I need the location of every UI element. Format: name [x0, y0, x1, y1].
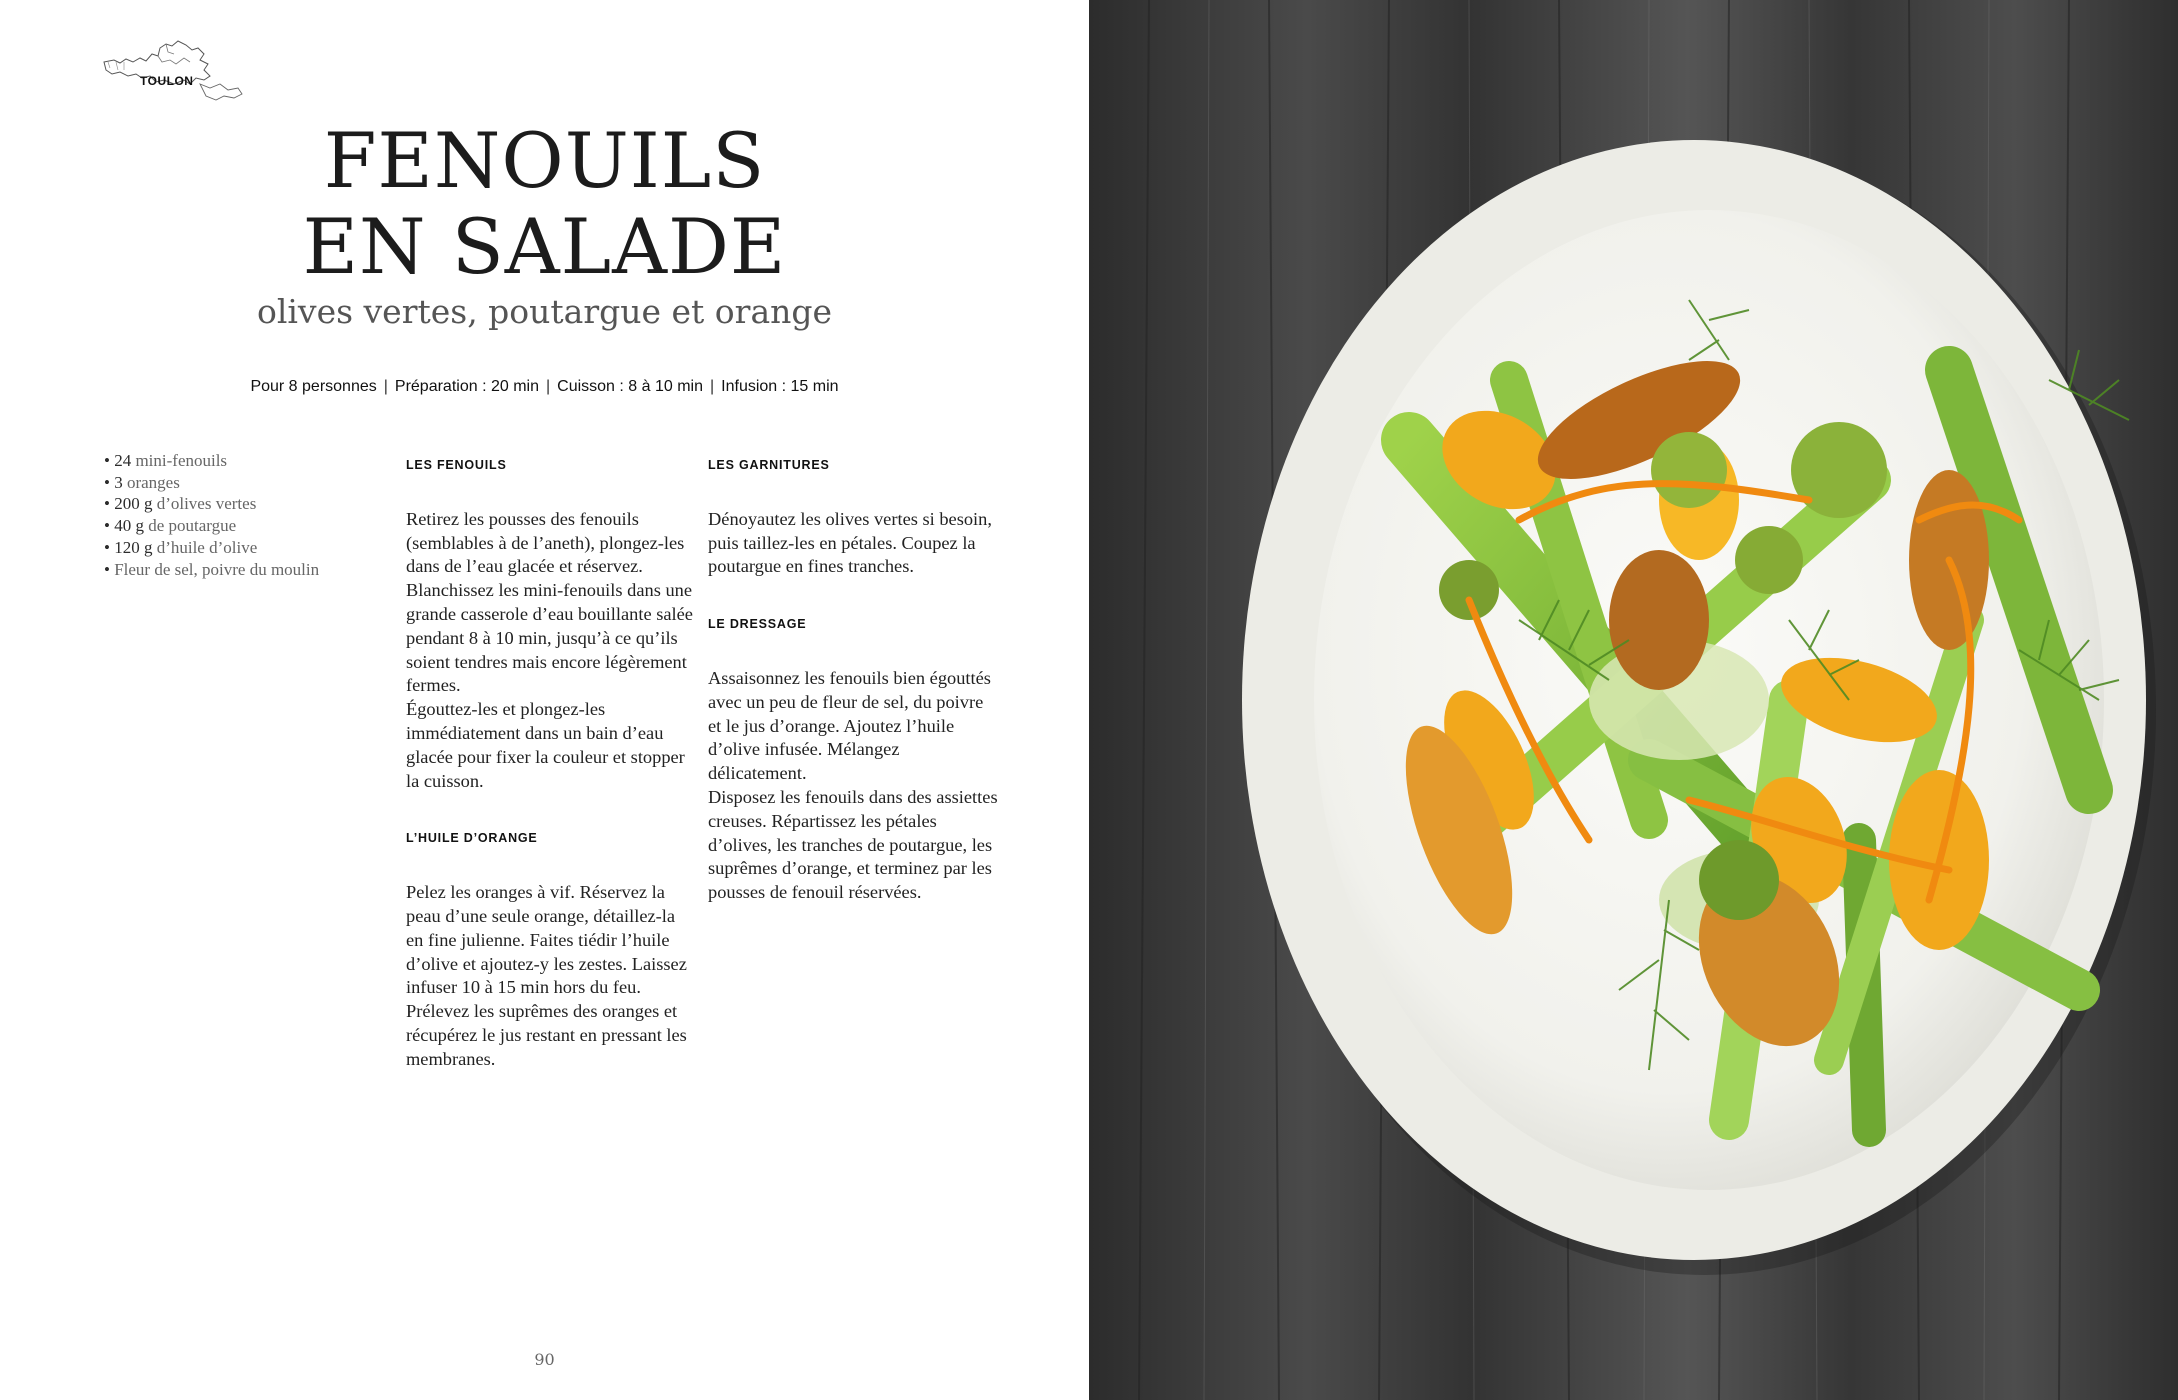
section-title-garnitures: LES GARNITURES — [708, 458, 830, 472]
dish-photo — [1089, 0, 2178, 1400]
ingredient-name: mini-fenouils — [131, 451, 228, 470]
recipe-subtitle: olives vertes, poutargue et orange — [256, 292, 833, 331]
section-body-huile — [406, 881, 696, 1071]
ingredient-qty: • — [104, 559, 110, 579]
prep-time: Préparation : 20 min — [394, 378, 539, 395]
page-number: 90 — [534, 1350, 555, 1369]
section-body-fenouils — [406, 508, 696, 794]
instruction-paragraph: Disposez les fenouils dans des assiettes creuses. Répartissez les pétales d’olives, les tranches de poutargue, les suprêmes d’orange, et terminez par les pousses de fenouil réservées. — [708, 786, 998, 903]
ingredient-name: Fleur de sel, poivre du moulin — [109, 559, 320, 579]
ingredient-item — [104, 493, 364, 515]
recipe-meta — [0, 378, 1089, 396]
section-title-dressage: LE DRESSAGE — [708, 617, 807, 632]
title-line-1: FENOUILS — [323, 116, 766, 205]
ingredient-name: d’huile d’olive — [152, 537, 258, 557]
infusion-time: Infusion : 15 min — [721, 378, 839, 395]
city-map-badge — [100, 32, 245, 108]
ingredient-qty: • 120 g — [104, 537, 153, 557]
dish-photo-page — [1089, 0, 2178, 1400]
section-body-dressage — [708, 667, 998, 905]
city-label: TOULON — [140, 74, 194, 88]
recipe-title-continued — [0, 204, 1089, 290]
instruction-paragraph: Retirez les pousses des fenouils (semblables à de l’aneth), plongez-les dans de l’eau glacée et réservez. Blanchissez les mini-fenouils dans une grande casserole d’eau bouillante salée pendant 8 à 10 min, jusqu’à ce qu’ils soient tendres mais encore légèrement fermes. — [406, 508, 693, 696]
ingredient-name: de poutargue — [143, 516, 237, 536]
ingredient-item — [104, 515, 364, 537]
section-title-fenouils: LES FENOUILS — [406, 458, 507, 472]
ingredient-item — [104, 559, 364, 581]
meta-separator: | — [545, 378, 551, 395]
ingredient-qty: • 3 — [104, 472, 123, 492]
ingredient-qty: • 200 g — [104, 494, 153, 514]
servings: Pour 8 personnes — [250, 378, 377, 395]
ingredient-name: d’olives vertes — [152, 494, 257, 514]
cook-time: Cuisson : 8 à 10 min — [557, 378, 703, 395]
ingredient-item — [104, 537, 364, 559]
meta-separator: | — [383, 378, 388, 395]
instruction-paragraph: Pelez les oranges à vif. Réservez la peau d’une seule orange, détaillez-la en fine julienne. Faites tiédir l’huile d’olive et ajoutez-y les zestes. Laissez infuser 10 à 15 min hors du feu. — [406, 882, 687, 998]
ingredient-list — [104, 450, 364, 580]
section-body-garnitures — [708, 508, 998, 579]
instructions-column-1 — [406, 454, 696, 1106]
instruction-paragraph: Égouttez-les et plongez-les immédiatement dans un bain d’eau glacée pour fixer la couleur et stopper la cuisson. — [406, 699, 685, 791]
title-line-2: EN SALADE — [302, 202, 787, 291]
coastline-map-icon — [100, 32, 245, 108]
meta-separator: | — [710, 378, 715, 395]
section-title-huile: L’HUILE D’ORANGE — [406, 831, 538, 846]
instruction-paragraph: Dénoyautez les olives vertes si besoin, puis taillez-les en pétales. Coupez la poutargue en fines tranches. — [708, 508, 992, 577]
ingredient-name: oranges — [122, 472, 180, 492]
ingredient-item — [104, 450, 364, 472]
ingredient-item — [104, 472, 364, 494]
instruction-paragraph: Assaisonnez les fenouils bien égouttés avec un peu de fleur de sel, du poivre et le jus d’orange. Ajoutez l’huile d’olive infusée. Mélangez délicatement. — [708, 667, 991, 784]
recipe-title — [0, 118, 1089, 204]
instructions-column-2 — [708, 454, 998, 939]
ingredient-qty: • 24 — [104, 451, 132, 470]
ingredient-qty: • 40 g — [104, 516, 144, 536]
instruction-paragraph: Prélevez les suprêmes des oranges et récupérez le jus restant en pressant les membranes. — [406, 1001, 687, 1069]
